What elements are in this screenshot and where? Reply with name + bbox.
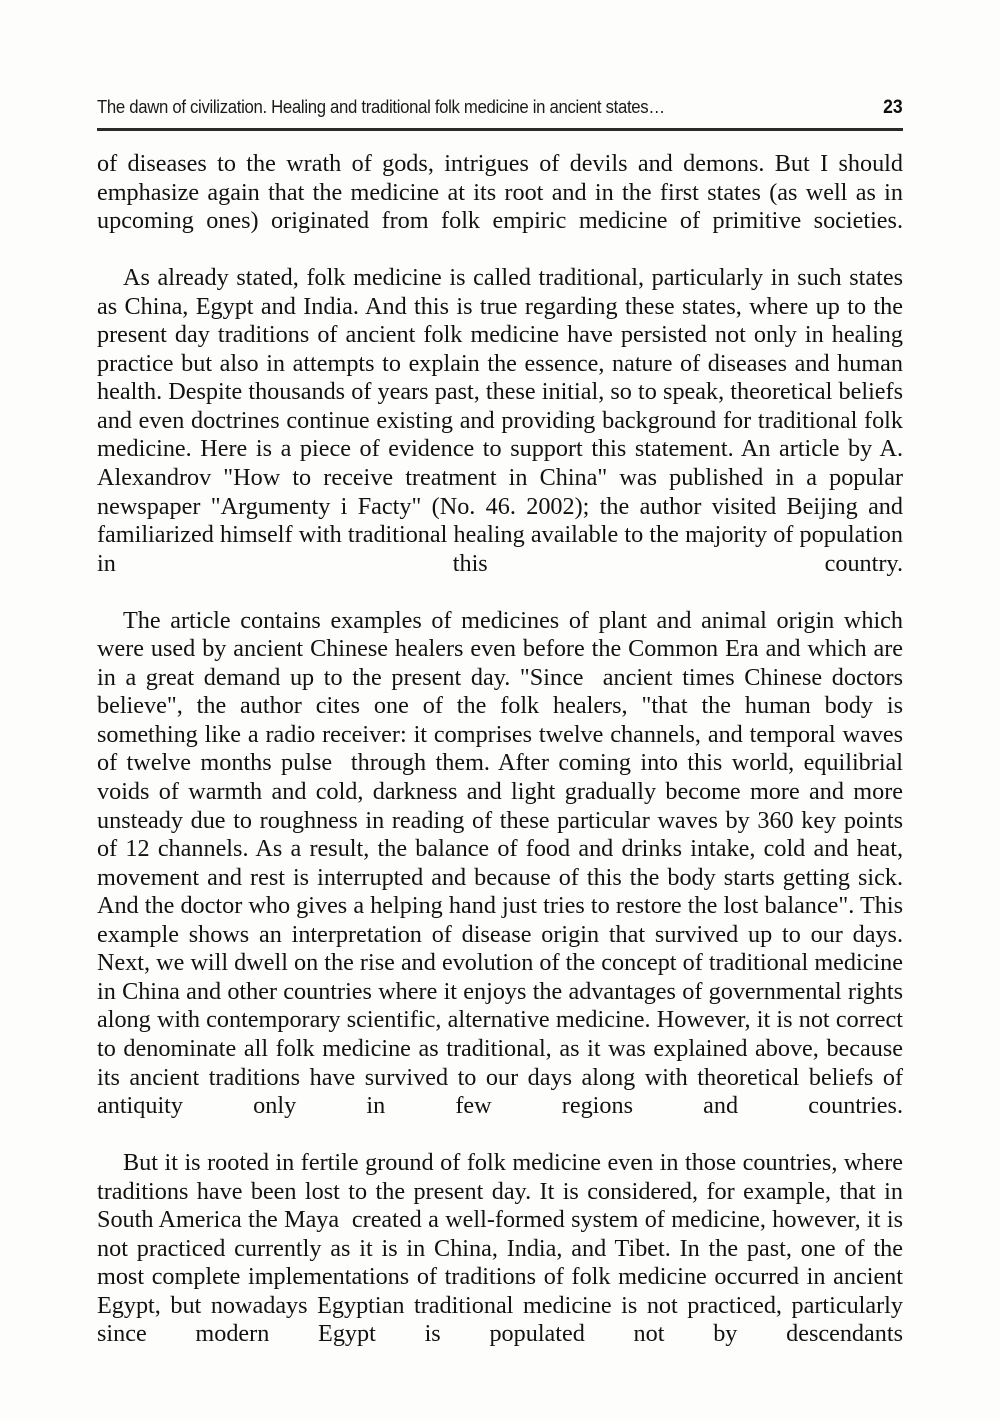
paragraph: of diseases to the wrath of gods, intrigues of devils and demons. But I should emphasize again that the medicine at its root and in the first states (as well as in upcoming ones) originated from folk empiric medicine of primitive societies. <box>97 150 910 235</box>
body-text-column <box>97 150 916 1378</box>
paragraph: The article contains examples of medicines of plant and animal origin which were used by ancient Chinese healers even before the Common Era and which are in a great demand up to the present day. "Since ancient times Chinese doctors believe", the author cites one of the folk healers, "that the human body is something like a radio receiver: it comprises twelve channels, and temporal waves of twelve months pulse through them. After coming into this world, equilibrial voids of warmth and cold, darkness and light gradually become more and more unsteady due to roughness in reading of these particular waves by 360 key points of 12 channels. As a result, the balance of food and drinks intake, cold and heat, movement and rest is interrupted and because of this the body starts getting sick. And the doctor who gives a helping hand just tries to restore the lost balance". This example shows an interpretation of disease origin that survived up to our days. Next, we will dwell on the rise and evolution of the concept of traditional medicine in China and other countries where it enjoys the advantages of governmental rights along with contemporary scientific, alternative medicine. However, it is not correct to denominate all folk medicine as traditional, as it was explained above, because its ancient traditions have survived to our days along with theoretical beliefs of antiquity only in few regions and countries. <box>97 606 910 1120</box>
header-rule-divider <box>97 128 903 131</box>
header-title: The dawn of civilization. Healing and traditional folk medicine in ancient states… <box>97 96 665 117</box>
paragraph: As already stated, folk medicine is called traditional, particularly in such states as China, Egypt and India. And this is true regarding these states, where up to the present day traditions of ancient folk medicine have persisted not only in healing practice but also in attempts to explain the essence, nature of diseases and human health. Despite thousands of years past, these initial, so to speak, theoretical beliefs and even doctrines continue existing and providing background for traditional folk medicine. Here is a piece of evidence to support this statement. An article by A. Alexandrov "How to receive treatment in China" was published in a popular newspaper "Argumenty i Facty" (No. 46. 2002); the author visited Beijing and familiarized himself with traditional healing available to the majority of population in this country. <box>97 264 916 577</box>
page-number: 23 <box>883 96 903 118</box>
running-header <box>97 96 903 119</box>
paragraph: But it is rooted in fertile ground of folk medicine even in those countries, where traditions have been lost to the present day. It is considered, for example, that in South America the Maya created a well-formed system of medicine, however, it is not practiced currently as it is in China, India, and Tibet. In the past, one of the most complete implementations of traditions of folk medicine occurred in ancient Egypt, but nowadays Egyptian traditional medicine is not practiced, particularly since modern Egypt is populated not by descendants <box>97 1149 910 1348</box>
